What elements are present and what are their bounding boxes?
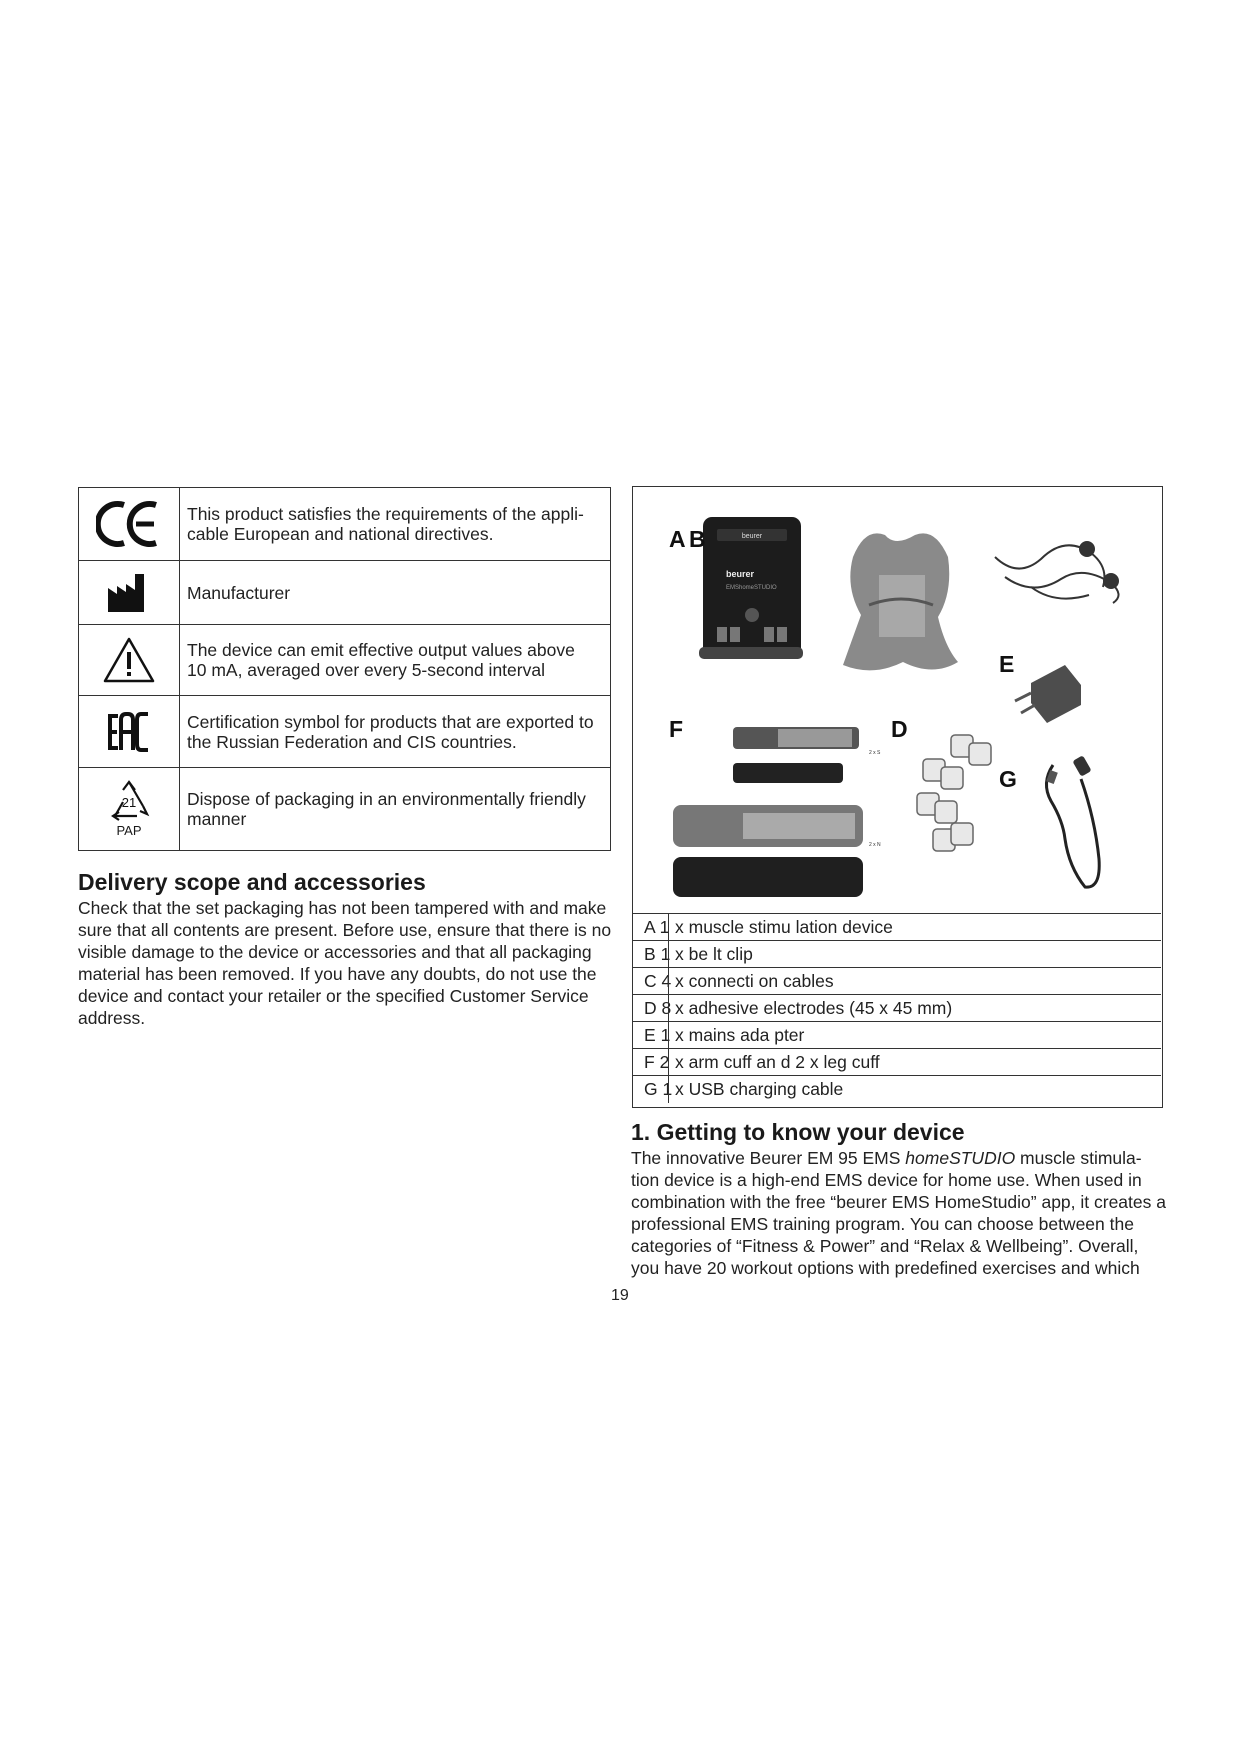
label-f: F [669,716,684,742]
symbol-description: Manufacturer [187,582,291,603]
symbol-description: This product satisfies the requirements of the appli- cable European and national directives. [187,504,584,544]
cuffs-image [673,727,863,897]
symbol-description: Certification symbol for products that are exported to the Russian Federation and CIS countries. [187,711,594,752]
accessories-illustration [633,487,1161,913]
item-code: C 4 [644,971,672,991]
list-item [633,941,1161,968]
symbol-row-warning [79,624,610,695]
symbol-description: Dispose of packaging in an environmentally friendly manner [187,789,586,829]
device-brand: beurer [726,569,755,579]
label-b: B [689,526,706,552]
list-item [633,968,1161,995]
eac-mark-icon [79,696,180,767]
item-description: x mains ada pter [675,1025,805,1045]
label-a: A [669,526,686,552]
electrodes-image [917,735,991,851]
symbol-row-manufacturer [79,560,610,624]
connection-cables-image [995,541,1119,603]
item-code: D 8 [644,998,672,1018]
accessories-list [633,913,1161,1103]
item-description: x USB charging cable [675,1079,844,1099]
manufacturer-icon [79,561,180,624]
recycling-number: 21 [121,795,137,810]
list-item [633,995,1161,1022]
item-code: G 1 [644,1079,673,1099]
page-number: 19 [611,1287,629,1304]
mains-adapter-image [1015,665,1081,723]
list-item [633,1076,1161,1103]
item-description: x connecti on cables [675,971,834,991]
item-code: A 1 [644,917,670,937]
delivery-heading: Delivery scope and accessories [78,869,426,895]
delivery-text: Check that the set packaging has not been tampered with and make sure that all contents are present. Before use, ensure that there is no visible damage to the device or accessories and that all packaging material has been removed. If you have any doubts, do not use the device and contact your retailer or the specified Customer Service address. [78,898,612,1028]
label-g: G [999,766,1017,792]
usb-cable-image [1046,755,1099,887]
symbol-row-eac [79,695,610,767]
item-code: F 2 [644,1052,670,1072]
label-d: D [891,716,908,742]
accessories-box [632,486,1163,1108]
list-item [633,914,1161,941]
belt-clip-image [843,533,958,670]
label-e: E [999,651,1015,677]
symbol-row-recycling [79,767,610,850]
recycling-label: PAP [116,823,142,838]
getting-to-know-text: The innovative Beurer EM 95 EMS homeSTUDIO muscle stimula- tion device is a high-end EMS device for home use. When used in combination with the free “beurer EMS HomeStudio” app, it creates a professional EMS training program. You can choose between the categories of “Fitness & Power” and “Relax & Wellbeing”. Overall, you have 20 workout options with predefined exercises and which [631,1148,1166,1278]
warning-triangle-icon [79,625,180,695]
symbol-description: The device can emit effective output values above 10 mA, averaged over every 5-second interval [187,640,575,680]
getting-to-know-heading: 1. Getting to know your device [631,1119,965,1145]
ce-mark-icon [79,488,180,560]
item-description: x muscle stimu lation device [675,917,893,937]
item-description: x be lt clip [675,944,753,964]
recycling-pap-icon [79,768,180,850]
device-model: EMShomeSTUDIO [726,585,777,591]
list-item [633,1022,1161,1049]
symbols-table [78,487,611,851]
electrode-note-bottom: 2 x N [869,842,881,848]
electrode-note-top: 2 x S [869,750,881,756]
device-brand-top: beurer [741,533,763,540]
item-code: E 1 [644,1025,671,1045]
item-description: x adhesive electrodes (45 x 45 mm) [675,998,953,1018]
list-item [633,1049,1161,1076]
symbol-row-ce [79,488,610,560]
stimulation-device-image [699,517,803,659]
item-code: B 1 [644,944,671,964]
item-description: x arm cuff an d 2 x leg cuff [675,1052,880,1072]
